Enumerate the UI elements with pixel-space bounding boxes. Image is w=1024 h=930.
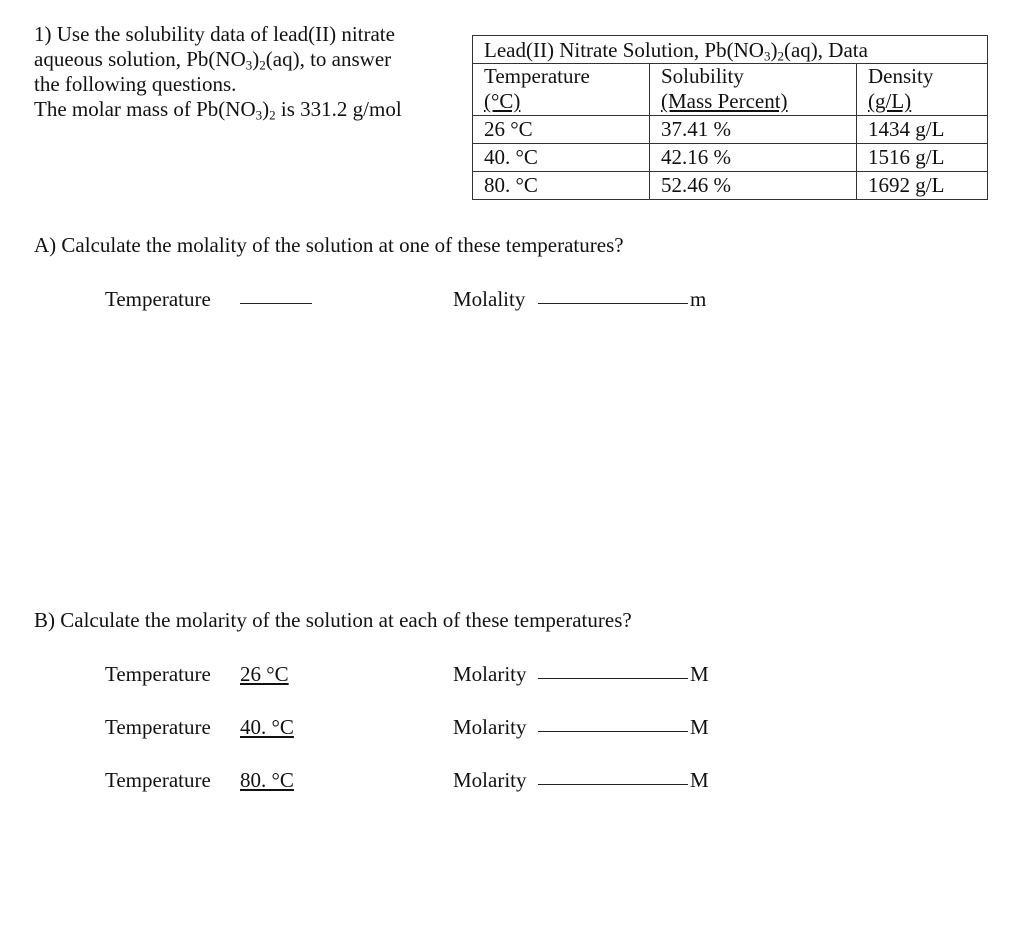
- molarity-label: Molarity: [453, 662, 527, 686]
- cell-solubility: 52.46 %: [650, 172, 857, 200]
- cell-solubility: 42.16 %: [650, 144, 857, 172]
- cell-density: 1434 g/L: [857, 116, 988, 144]
- question-b: B) Calculate the molarity of the solution at each of these temperatures?: [34, 608, 632, 632]
- solubility-data-table: [472, 35, 988, 200]
- temperature-label: Temperature: [105, 715, 211, 739]
- header-density: Density (g/L): [857, 64, 988, 116]
- table-row: [473, 116, 988, 144]
- table-header-row: [473, 64, 988, 116]
- table-row: [473, 144, 988, 172]
- temperature-blank[interactable]: [240, 303, 312, 304]
- molarity-label: Molarity: [453, 768, 527, 792]
- molarity-blank[interactable]: [538, 784, 688, 785]
- molarity-blank[interactable]: [538, 731, 688, 732]
- molarity-unit: M: [690, 662, 709, 686]
- molarity-unit: M: [690, 768, 709, 792]
- temperature-value: 40. °C: [240, 715, 294, 739]
- header-solubility: Solubility (Mass Percent): [650, 64, 857, 116]
- temperature-label: Temperature: [105, 768, 211, 792]
- intro-line-1: 1) Use the solubility data of lead(II) nitrate: [34, 22, 395, 46]
- table-title: Lead(II) Nitrate Solution, $Pb(NO_3)_2(aq)$, Data: [473, 36, 988, 64]
- cell-temperature: 80. °C: [473, 172, 650, 200]
- molality-blank[interactable]: [538, 303, 688, 304]
- cell-density: 1516 g/L: [857, 144, 988, 172]
- table-title-row: [473, 36, 988, 64]
- temperature-value: 80. °C: [240, 768, 294, 792]
- molarity-blank[interactable]: [538, 678, 688, 679]
- molality-unit: m: [690, 287, 707, 311]
- molarity-label: Molarity: [453, 715, 527, 739]
- temperature-label: Temperature: [105, 662, 211, 686]
- intro-line-2: aqueous solution, $Pb(NO_3)_2(aq)$, to answer: [34, 47, 392, 73]
- temperature-value: 26 °C: [240, 662, 289, 686]
- molarity-unit: M: [690, 715, 709, 739]
- molality-label: Molality: [453, 287, 526, 311]
- cell-density: 1692 g/L: [857, 172, 988, 200]
- question-a: A) Calculate the molality of the solution at one of these temperatures?: [34, 233, 624, 257]
- cell-solubility: 37.41 %: [650, 116, 857, 144]
- cell-temperature: 26 °C: [473, 116, 650, 144]
- intro-line-3: the following questions.: [34, 72, 237, 96]
- table-row: [473, 172, 988, 200]
- header-temperature: Temperature (°C): [473, 64, 650, 116]
- temperature-label: Temperature: [105, 287, 211, 311]
- cell-temperature: 40. °C: [473, 144, 650, 172]
- problem-intro: [34, 22, 464, 122]
- intro-line-4: The molar mass of $Pb(NO_3)_2$ is 331.2 g/mol: [34, 97, 402, 123]
